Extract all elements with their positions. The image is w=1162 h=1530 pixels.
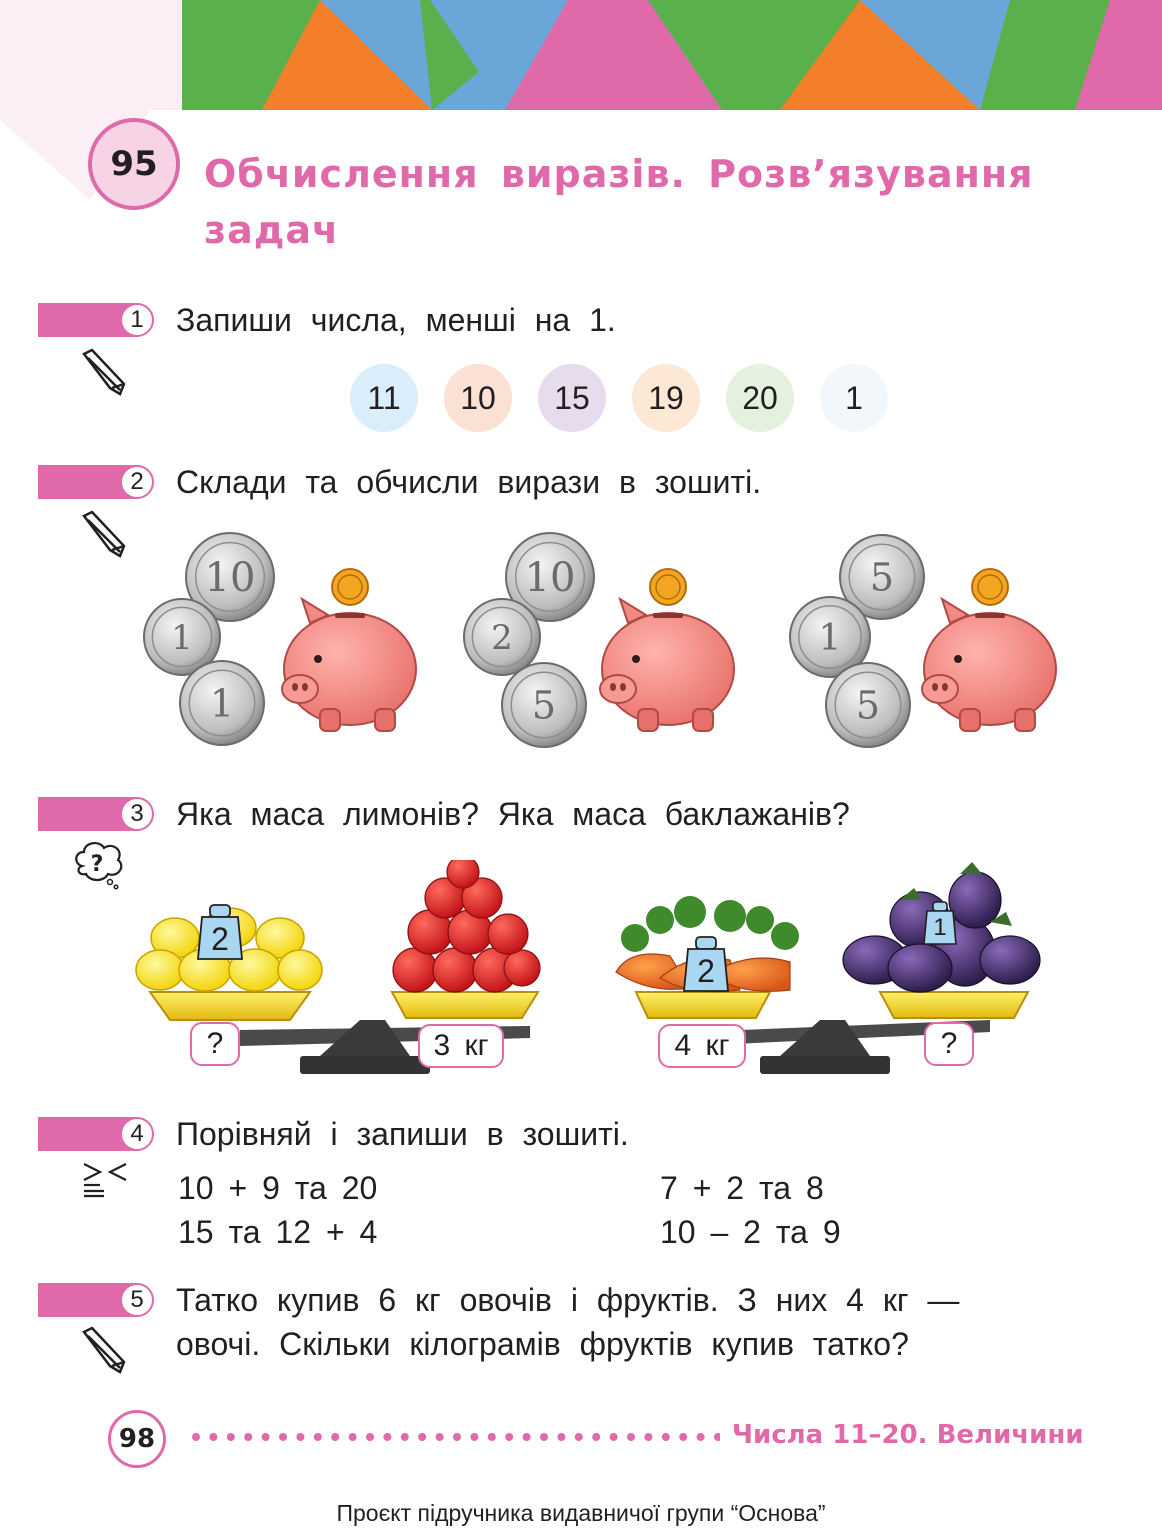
weight-label: 2 xyxy=(211,921,229,957)
expression: 15 та 12 + 4 xyxy=(178,1214,378,1250)
piggy-bank xyxy=(600,569,734,731)
task-text: Запиши числа, менші на 1. xyxy=(176,302,616,338)
coin xyxy=(826,663,910,747)
task-text: Яка маса лимонів? Яка маса баклажанів? xyxy=(176,796,850,832)
weight-2kg xyxy=(196,903,244,961)
number-circle: 15 xyxy=(538,364,606,432)
expression: 10 – 2 та 9 xyxy=(660,1214,841,1250)
number-circle: 19 xyxy=(632,364,700,432)
coin-value: 5 xyxy=(869,555,895,600)
task-number: 2 xyxy=(120,465,154,499)
task-number: 3 xyxy=(120,797,154,831)
scale-tag: 3 кг xyxy=(418,1024,504,1068)
scale-tag: 4 кг xyxy=(658,1024,746,1068)
number-circle: 20 xyxy=(726,364,794,432)
coin xyxy=(502,663,586,747)
expression: 10 + 9 та 20 xyxy=(178,1170,378,1206)
number-circle: 10 xyxy=(444,364,512,432)
coin-value: 5 xyxy=(531,683,557,728)
number-circle: 1 xyxy=(820,364,888,432)
footer-dots xyxy=(190,1430,720,1444)
weight-2kg xyxy=(682,935,730,993)
piggy-bank xyxy=(282,569,416,731)
piggy-bank xyxy=(922,569,1056,731)
task-text: Порівняй і запиши в зошиті. xyxy=(176,1116,629,1152)
coin-value: 1 xyxy=(818,617,842,659)
coin xyxy=(464,599,540,675)
number-circle: 11 xyxy=(350,364,418,432)
pencil-icon xyxy=(78,348,130,396)
coin-value: 1 xyxy=(171,618,193,659)
section-name: Числа 11–20. Величини xyxy=(732,1420,1084,1450)
weight-label: 1 xyxy=(933,914,947,941)
thinking-cloud-icon xyxy=(72,838,126,890)
scale-tag: ? xyxy=(924,1022,974,1066)
coin-value: 5 xyxy=(855,683,881,728)
pencil-icon xyxy=(78,510,130,558)
expression: 7 + 2 та 8 xyxy=(660,1170,824,1206)
coins-and-piggybanks xyxy=(130,525,1090,765)
weight-label: 2 xyxy=(697,953,715,989)
coin-value: 10 xyxy=(204,555,256,602)
coin-value: 2 xyxy=(491,618,513,659)
compare-signs-icon xyxy=(80,1158,132,1198)
lesson-title: Обчислення виразів. Розв’язування задач xyxy=(204,152,1034,252)
page-number: 98 xyxy=(108,1410,166,1468)
pencil-icon xyxy=(78,1326,130,1374)
task-number: 4 xyxy=(120,1117,154,1151)
coin-value: 10 xyxy=(524,555,576,602)
task-text-line: Татко купив 6 кг овочів і фруктів. З них 4 кг — xyxy=(176,1282,960,1318)
publisher-credit: Проєкт підручника видавничої групи “Основа” xyxy=(336,1500,826,1526)
scale-tag: ? xyxy=(190,1022,240,1066)
weight-1kg xyxy=(922,900,958,946)
task-number: 5 xyxy=(120,1283,154,1317)
task-number: 1 xyxy=(120,303,154,337)
svg-text:?: ? xyxy=(90,852,104,877)
coin-value: 1 xyxy=(209,681,235,726)
task-text: Склади та обчисли вирази в зошиті. xyxy=(176,464,762,500)
coin xyxy=(180,661,264,745)
lesson-number: 95 xyxy=(88,118,180,210)
task-text-line: овочі. Скільки кілограмів фруктів купив татко? xyxy=(176,1326,909,1362)
numbers-row xyxy=(350,364,910,434)
